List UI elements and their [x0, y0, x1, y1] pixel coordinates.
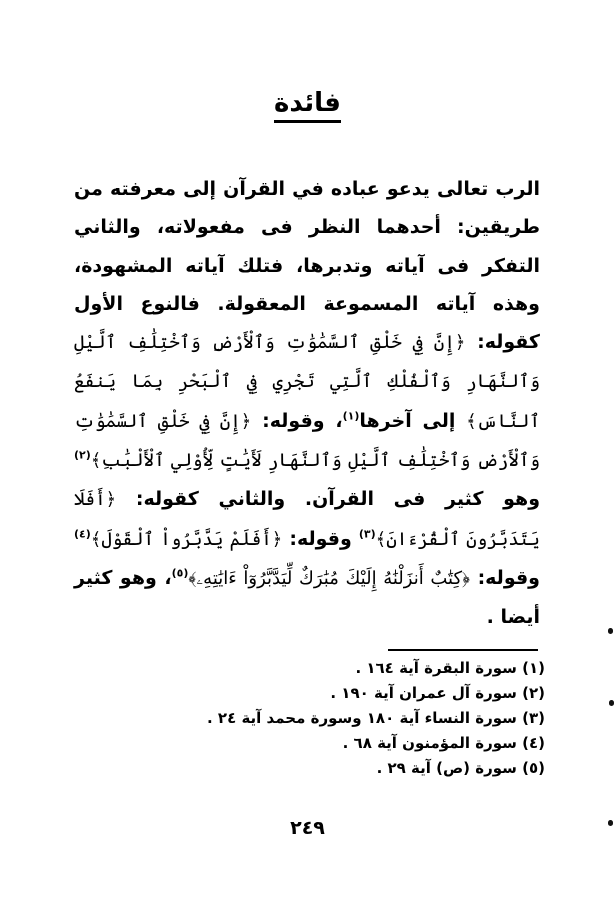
- footnote-ref-2: (٢): [74, 448, 91, 462]
- footnote-item: (٥) سورة (ص) آية ٢٩ .: [376, 759, 545, 777]
- footnotes-list: [170, 656, 545, 781]
- scan-speck: [609, 700, 614, 706]
- footnote-separator: [388, 649, 538, 651]
- quran-verse-4: ﴿أَفَلَمْ يَدَّبَّرُواْ ٱلْقَوْلَ﴾: [90, 528, 283, 550]
- footnote-ref-5: (٥): [171, 566, 189, 580]
- connector-text-3: وهو كثير فى القرآن. والثاني كقوله:: [116, 488, 540, 511]
- connector-text-1: إلى آخرها: [359, 409, 467, 432]
- footnote-ref-1: (١): [342, 409, 360, 423]
- main-paragraph: [74, 170, 540, 637]
- quran-verse-3: ﴿أَفَلَا يَتَدَبَّرُونَ ٱلْقُرْءَانَ﴾: [74, 489, 540, 550]
- scan-speck: [608, 628, 613, 634]
- connector-text-2: ، وقوله:: [251, 409, 343, 432]
- page-number: ٢٤٩: [290, 817, 325, 839]
- footnote-item: (٢) سورة آل عمران آية ١٩٠ .: [330, 684, 545, 702]
- connector-text-4: وقوله:: [282, 527, 359, 550]
- page-title: [0, 88, 615, 123]
- footnote-ref-4: (٤): [74, 527, 91, 541]
- quran-verse-5: ﴿كِتَٰبٌ أَنزَلْنَٰهُ إِلَيْكَ مُبَٰرَكٌ لِّيَدَّبَّرُوٓاْ ءَايَٰتِهِۦ﴾: [188, 567, 471, 589]
- connector-text-5: وقوله:: [470, 566, 540, 589]
- quran-verse-1: ﴿إِنَّ فِي خَلْقِ ٱلسَّمَٰوَٰتِ وَٱلْأَرْضِ وَٱخْتِلَٰفِ ٱلَّيْلِ وَٱلنَّهَارِ وَٱلْفُلْكِ ٱلَّتِي تَجْرِي فِي ٱلْبَحْرِ بِمَا يَنفَعُ ٱلنَّاسَ﴾: [74, 332, 540, 432]
- scan-speck: [608, 820, 613, 826]
- intro-text: الرب تعالى يدعو عباده في القرآن إلى معرفته من طريقين: أحدهما النظر فى مفعولاته، والثاني التفكر فى آياته وتدبرها، فتلك آياته المشهودة، وهذه آياته المسموعة المعقولة. فالنوع الأول كقوله:: [74, 178, 540, 354]
- footnote-item: (٣) سورة النساء آية ١٨٠ وسورة محمد آية ٢٤ .: [207, 709, 545, 727]
- paragraph: [74, 170, 540, 637]
- ending-text: ، وهو كثير أيضا .: [74, 566, 540, 629]
- quran-verse-2: ﴿إِنَّ فِي خَلْقِ ٱلسَّمَٰوَٰتِ وَٱلْأَرْضِ وَٱخْتِلَٰفِ ٱلَّيْلِ وَٱلنَّهَارِ لَأَيَٰتٍ لِّأُوْلِي ٱلْأَلْبَٰبِ﴾: [74, 410, 540, 472]
- page-title-text: فائدة: [274, 89, 341, 123]
- footnote-item: (٤) سورة المؤمنون آية ٦٨ .: [342, 734, 545, 752]
- footnote-ref-3: (٣): [358, 527, 376, 541]
- footnote-item: (١) سورة البقرة آية ١٦٤ .: [355, 659, 545, 677]
